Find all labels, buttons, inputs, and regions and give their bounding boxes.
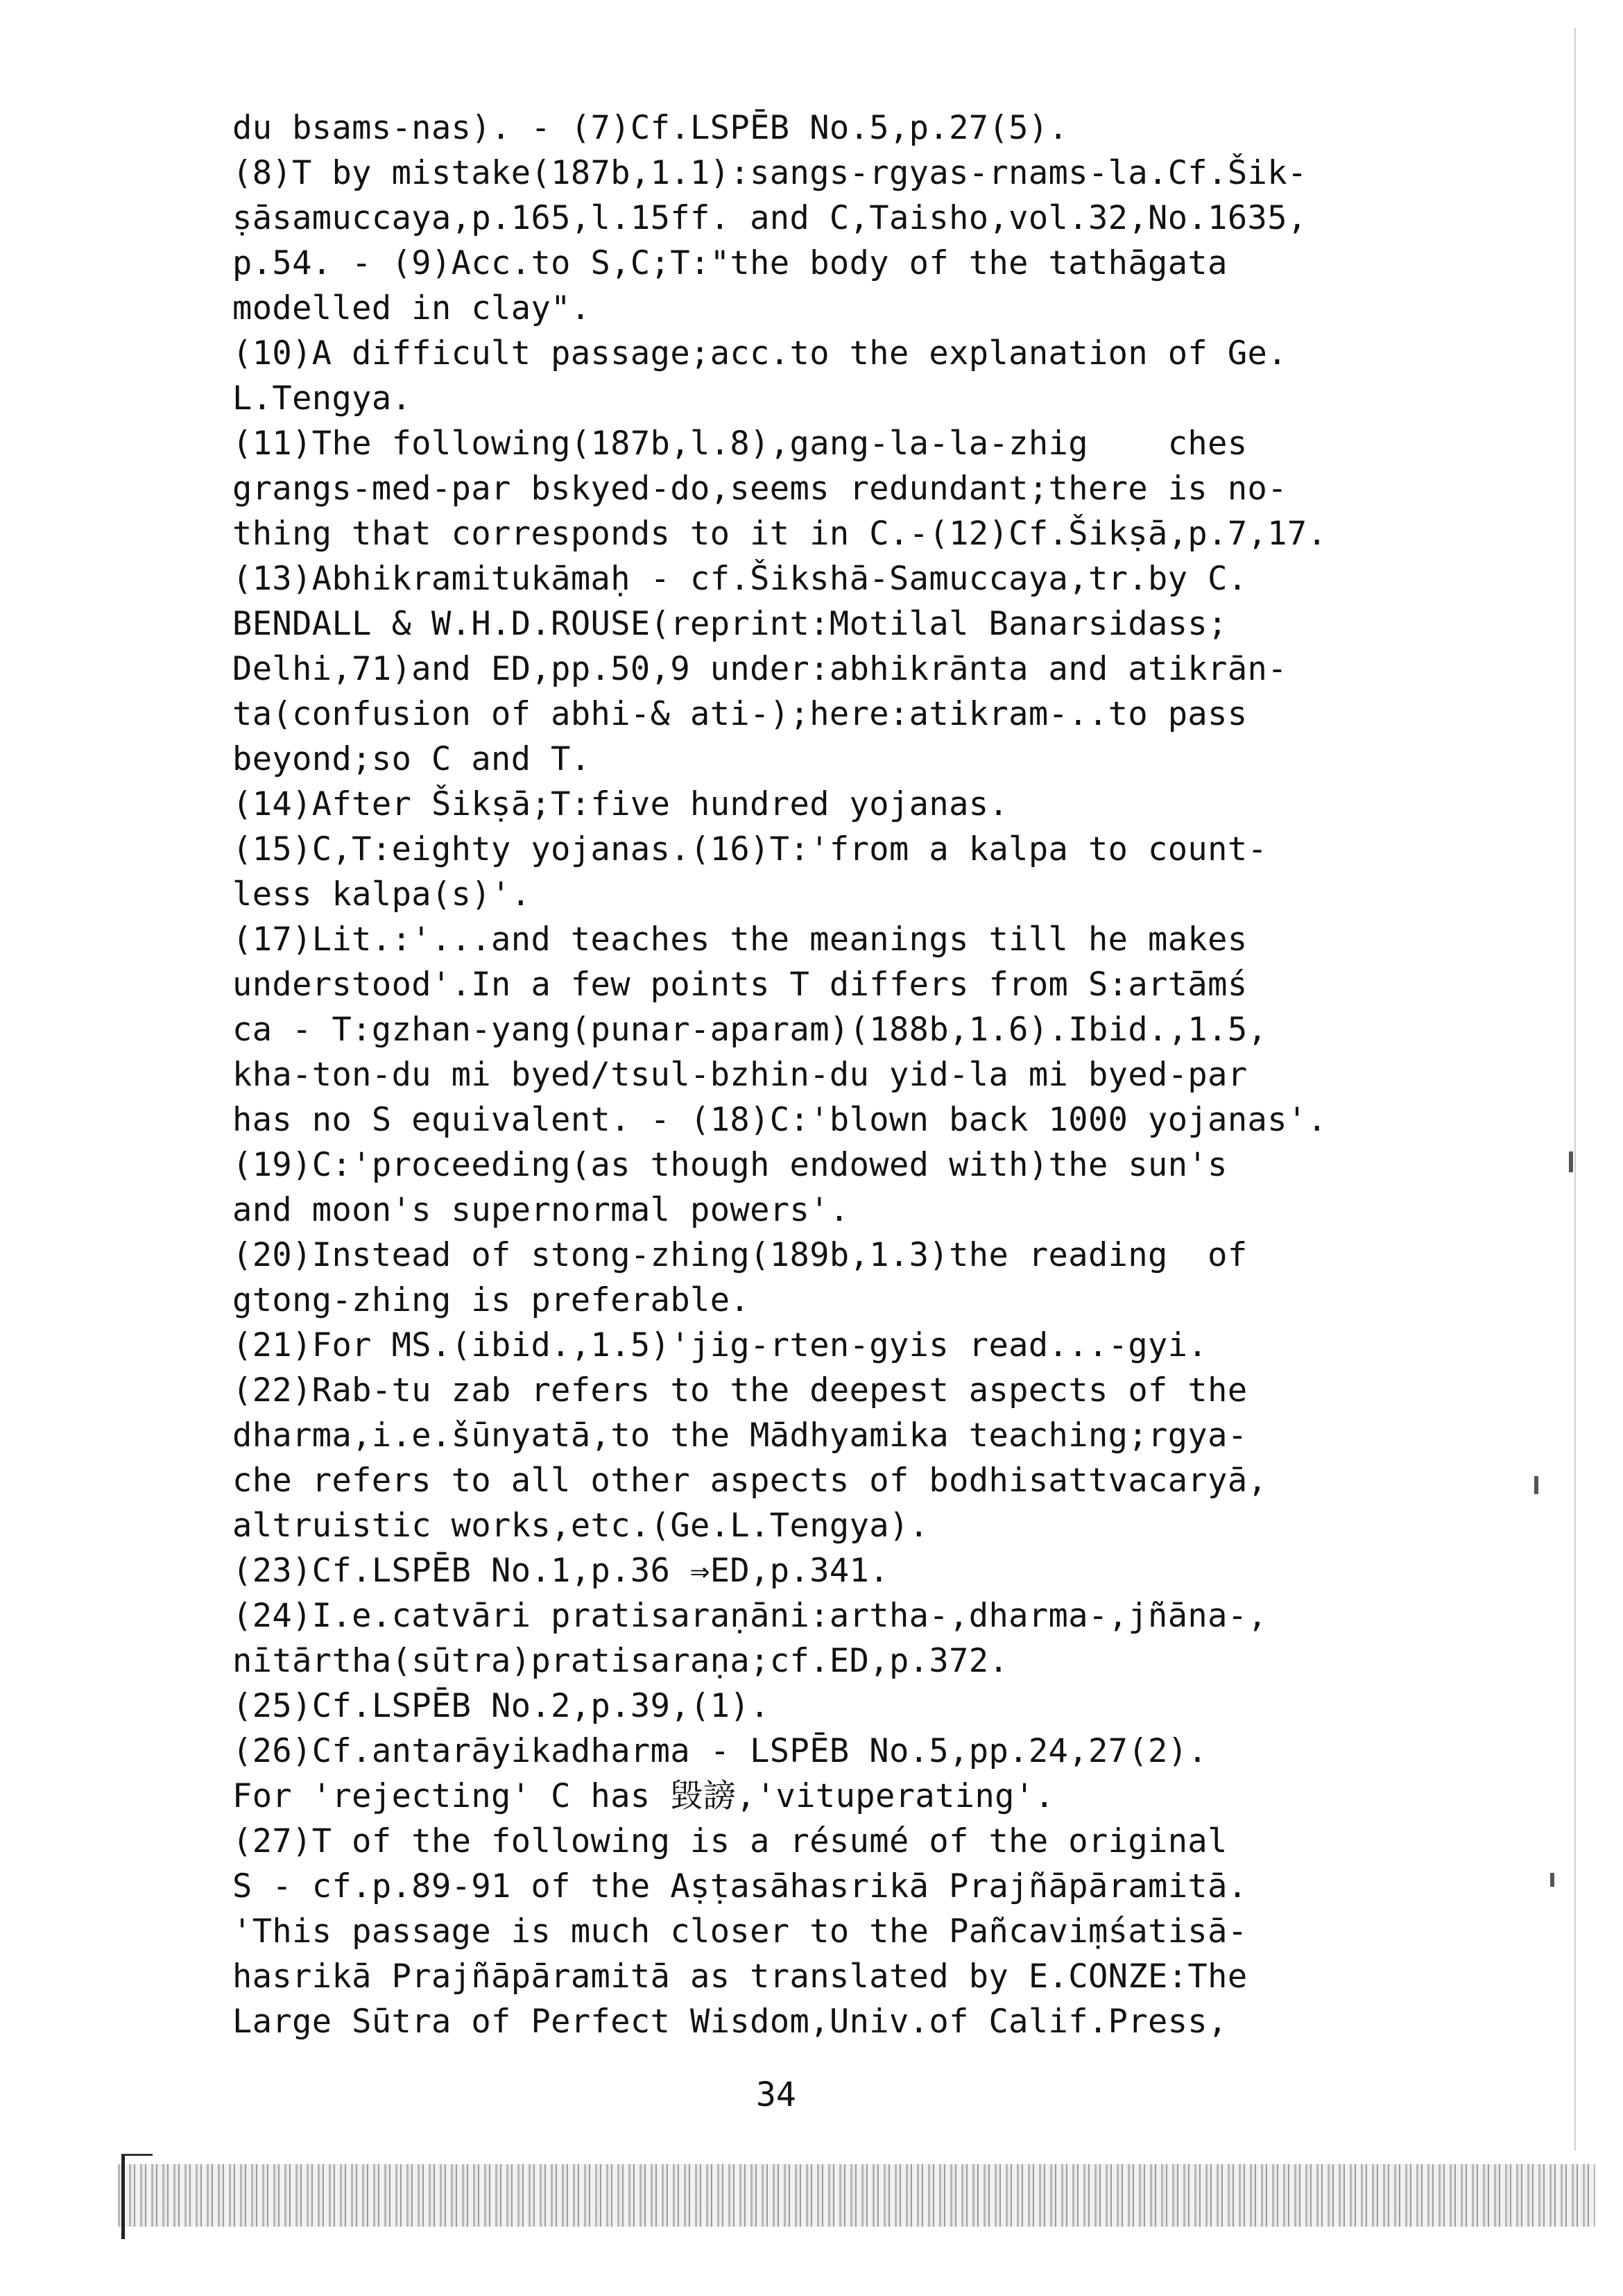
- footnote-line: (19)C:'proceeding(as though endowed with)the sun's: [232, 1146, 1228, 1184]
- scan-margin-mark: [1569, 1151, 1573, 1172]
- footnote-line: S - cf.p.89-91 of the Aṣṭasāhasrikā Prajñāpāramitā.: [232, 1867, 1248, 1905]
- footnote-line: dharma,i.e.šūnyatā,to the Mādhyamika teaching;rgya-: [232, 1416, 1248, 1455]
- footnote-line: Large Sūtra of Perfect Wisdom,Univ.of Calif.Press,: [232, 2003, 1228, 2041]
- footnote-line: ca - T:gzhan-yang(punar-aparam)(188b,1.6).Ibid.,1.5,: [232, 1011, 1268, 1049]
- footnote-line: du bsams-nas). - (7)Cf.LSPĒB No.5,p.27(5).: [232, 109, 1069, 147]
- footnote-line: ṣāsamuccaya,p.165,l.15ff. and C,Taisho,vol.32,No.1635,: [232, 199, 1307, 237]
- footnote-line: Delhi,71)and ED,pp.50,9 under:abhikrānta and atikrān-: [232, 650, 1287, 688]
- footnote-line: BENDALL & W.H.D.ROUSE(reprint:Motilal Banarsidass;: [232, 605, 1228, 643]
- footnote-line: (17)Lit.:'...and teaches the meanings till he makes: [232, 920, 1248, 959]
- footnote-line: (11)The following(187b,l.8),gang-la-la-zhig ches: [232, 425, 1248, 463]
- footnote-line: (25)Cf.LSPĒB No.2,p.39,(1).: [232, 1687, 770, 1725]
- footnote-line: (20)Instead of stong-zhing(189b,1.3)the reading of: [232, 1236, 1248, 1274]
- footnote-line: che refers to all other aspects of bodhisattvacaryā,: [232, 1462, 1268, 1500]
- footnote-line: beyond;so C and T.: [232, 740, 591, 778]
- scan-corner-mark: [121, 2154, 153, 2239]
- footnote-line: modelled in clay".: [232, 289, 591, 327]
- footnote-line: (27)T of the following is a résumé of the original: [232, 1822, 1228, 1860]
- footnote-line: understood'.In a few points T differs from S:artāmś: [232, 966, 1248, 1004]
- footnote-line: (15)C,T:eighty yojanas.(16)T:'from a kalpa to count-: [232, 830, 1268, 868]
- scan-margin-line: [1574, 28, 1576, 2150]
- footnote-line: has no S equivalent. - (18)C:'blown back 1000 yojanas'.: [232, 1101, 1328, 1139]
- footnote-line: grangs-med-par bskyed-do,seems redundant;there is no-: [232, 470, 1287, 508]
- footnote-line: thing that corresponds to it in C.-(12)Cf.Šikṣā,p.7,17.: [232, 515, 1328, 553]
- footnote-line: (23)Cf.LSPĒB No.1,p.36 ⇒ED,p.341.: [232, 1552, 889, 1590]
- footnote-line: (26)Cf.antarāyikadharma - LSPĒB No.5,pp.24,27(2).: [232, 1732, 1208, 1770]
- scan-margin-mark: [1550, 1873, 1554, 1887]
- footnote-line: and moon's supernormal powers'.: [232, 1191, 850, 1229]
- footnotes-text: [232, 105, 1536, 2044]
- footnote-line: less kalpa(s)'.: [232, 875, 531, 914]
- footnote-line: kha-ton-du mi byed/tsul-bzhin-du yid-la mi byed-par: [232, 1056, 1248, 1094]
- footnote-line: (10)A difficult passage;acc.to the explanation of Ge.: [232, 334, 1287, 372]
- footnote-line: (13)Abhikramitukāmaḥ - cf.Šikshā-Samuccaya,tr.by C.: [232, 560, 1248, 598]
- footnote-line: For 'rejecting' C has 毀謗,'vituperating'.: [232, 1777, 1055, 1815]
- footnote-line: ta(confusion of abhi-& ati-);here:atikram-..to pass: [232, 695, 1248, 733]
- footnote-line: altruistic works,etc.(Ge.L.Tengya).: [232, 1507, 929, 1545]
- footnote-line: (22)Rab-tu zab refers to the deepest aspects of the: [232, 1371, 1248, 1410]
- footnote-line: (8)T by mistake(187b,1.1):sangs-rgyas-rnams-la.Cf.Šik-: [232, 154, 1307, 192]
- footnote-line: L.Tengya.: [232, 379, 412, 418]
- footnote-line: (24)I.e.catvāri pratisaraṇāni:artha-,dharma-,jñāna-,: [232, 1597, 1268, 1635]
- scan-bottom-edge: [118, 2164, 1595, 2227]
- footnote-line: 'This passage is much closer to the Pañcaviṃśatisā-: [232, 1912, 1248, 1951]
- footnote-line: nītārtha(sūtra)pratisaraṇa;cf.ED,p.372.: [232, 1642, 1009, 1680]
- footnote-line: gtong-zhing is preferable.: [232, 1281, 750, 1319]
- footnote-line: (14)After Šikṣā;T:five hundred yojanas.: [232, 785, 1009, 823]
- footnote-line: p.54. - (9)Acc.to S,C;T:"the body of the tathāgata: [232, 244, 1228, 282]
- page-number: 34: [756, 2075, 796, 2114]
- footnote-line: hasrikā Prajñāpāramitā as translated by E.CONZE:The: [232, 1957, 1248, 1996]
- footnote-line: (21)For MS.(ibid.,1.5)'jig-rten-gyis read...-gyi.: [232, 1326, 1208, 1364]
